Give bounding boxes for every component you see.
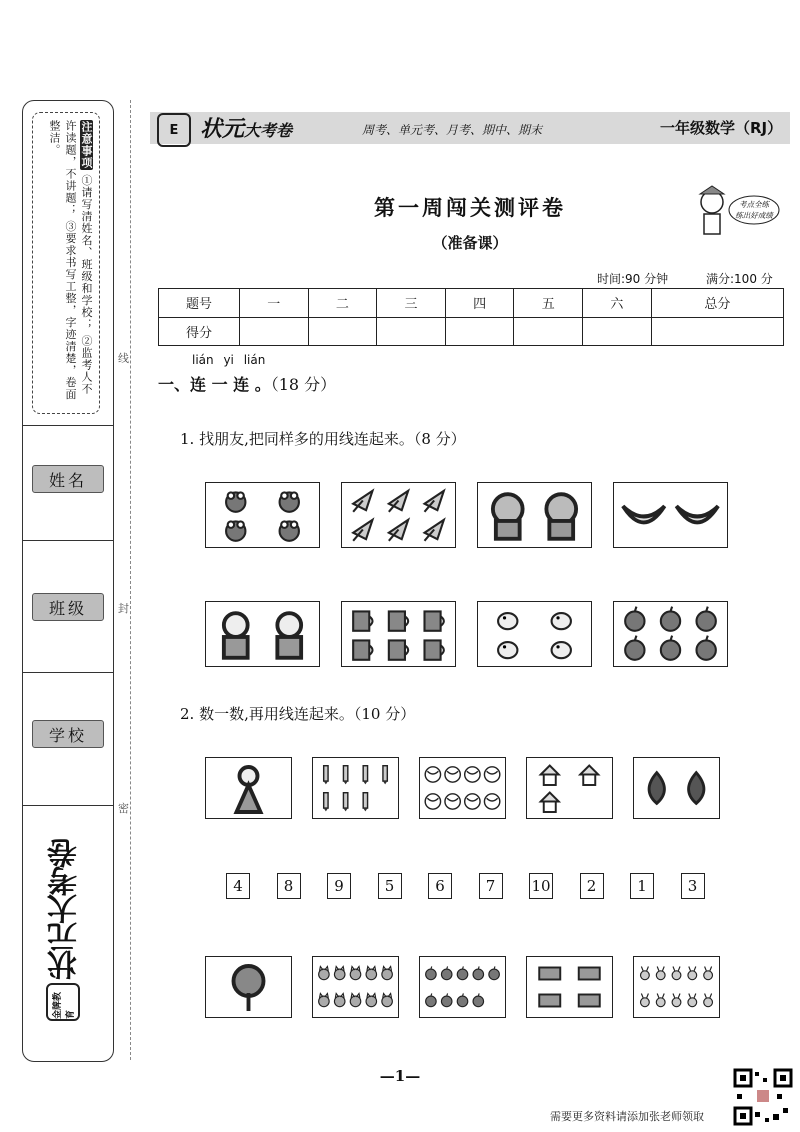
score-header-cell: 五 [514,289,583,318]
picture-box[interactable] [312,956,399,1018]
number-box[interactable]: 4 [226,873,250,899]
picture-box[interactable] [477,601,592,667]
cut-mark: 线 [118,352,129,365]
ball-icon [423,761,502,815]
score-cell[interactable] [445,317,514,346]
cat-icon [316,960,395,1014]
picture-box[interactable] [526,757,613,819]
page-number: —1— [379,1067,421,1085]
brand-sub: 大考卷 [244,121,293,140]
mascot-icon [690,180,780,240]
turnip-icon [637,960,716,1014]
mascot-line2: 练出好成绩 [735,211,773,220]
margin-divider [22,425,114,426]
number-box[interactable]: 3 [681,873,705,899]
apple-icon [617,605,724,663]
apple-icon [423,960,502,1014]
section-heading: 一、连 一 连 。 [158,375,271,394]
qr-code-icon [733,1068,793,1126]
number-box[interactable]: 2 [580,873,604,899]
picture-box[interactable] [633,956,720,1018]
score-header-cell: 总分 [651,289,783,318]
note-3: ③要求书写工整，字迹清楚，卷面整洁。 [48,120,77,401]
number-box[interactable]: 5 [378,873,402,899]
full-score-info: 满分:100 分 [706,272,773,286]
score-row-label: 得分 [159,317,240,346]
school-field-label: 学校 [32,720,104,748]
score-value-row [159,317,784,346]
picture-box[interactable] [526,956,613,1018]
class-field-label: 班级 [32,593,104,621]
score-header-cell: 六 [583,289,652,318]
house-icon [530,761,609,815]
picture-box[interactable] [633,757,720,819]
number-box[interactable]: 10 [529,873,553,899]
cut-mark: 封 [118,602,129,615]
picture-box[interactable] [613,601,728,667]
margin-divider [22,540,114,541]
section-score: （18 分） [270,375,337,394]
margin-brand: 状元大考卷 [48,840,83,980]
header-series: 周考、单元考、月考、期中、期末 [362,123,543,137]
picture-box[interactable] [341,601,456,667]
picture-box[interactable] [341,482,456,548]
page-subtitle: （准备课） [432,234,508,252]
note-1: ①请写清姓名、班级和学校； [80,174,93,331]
frog-icon [209,486,316,544]
score-cell[interactable] [308,317,377,346]
picture-box[interactable] [205,956,292,1018]
section-pinyin: lián yi lián [192,353,266,367]
margin-logo: 金牌教育 [46,983,80,1021]
question-1-text: 1. 找朋友,把同样多的用线连起来。（8 分） [180,430,466,448]
brand-name: 状元 [200,117,245,142]
score-header-cell: 二 [308,289,377,318]
score-header-cell: 三 [377,289,446,318]
picture-box[interactable] [477,482,592,548]
name-field-label: 姓名 [32,465,104,493]
number-box[interactable]: 6 [428,873,452,899]
header-logo-icon: E [157,113,191,147]
score-cell[interactable] [514,317,583,346]
notes-title: 注意事项 [80,121,93,169]
number-box[interactable]: 1 [630,873,654,899]
margin-divider [22,672,114,673]
banana-icon [617,486,724,544]
note-2: ②监考人不许读题，不讲题； [64,120,93,395]
footer-text: 需要更多资料请添加张老师领取 [550,1110,704,1123]
notes-text [40,120,94,405]
time-info: 时间:90 分钟 [597,272,669,286]
picture-box[interactable] [312,757,399,819]
header-subject: 一年级数学（RJ） [660,119,783,137]
picture-box[interactable] [205,601,320,667]
question-2-text: 2. 数一数,再用线连起来。（10 分） [180,705,416,723]
score-cell[interactable] [583,317,652,346]
leaf-icon [637,761,716,815]
section-title [158,372,336,395]
score-header-cell: 一 [240,289,309,318]
picture-box[interactable] [419,757,506,819]
margin-divider [22,805,114,806]
score-header-row [159,289,784,318]
picture-box[interactable] [205,757,292,819]
score-header-cell: 四 [445,289,514,318]
chick-icon [481,605,588,663]
picture-box[interactable] [419,956,506,1018]
header-brand [200,112,292,143]
page-title: 第一周闯关测评卷 [374,195,566,220]
number-box[interactable]: 7 [479,873,503,899]
girl-icon [209,761,288,815]
number-box[interactable]: 8 [277,873,301,899]
child-icon [209,605,316,663]
book-icon [530,960,609,1014]
cut-mark: 密 [118,802,129,815]
picture-box[interactable] [205,482,320,548]
picture-box[interactable] [613,482,728,548]
number-box[interactable]: 9 [327,873,351,899]
score-cell[interactable] [240,317,309,346]
tiger-icon [481,486,588,544]
flower-icon [209,960,288,1014]
pencil-icon [316,761,395,815]
score-header-cell: 题号 [159,289,240,318]
score-table [158,288,784,346]
score-cell[interactable] [377,317,446,346]
score-cell[interactable] [651,317,783,346]
umbrella-icon [345,486,452,544]
cup-icon [345,605,452,663]
mascot-line1: 考点全练 [739,200,769,209]
